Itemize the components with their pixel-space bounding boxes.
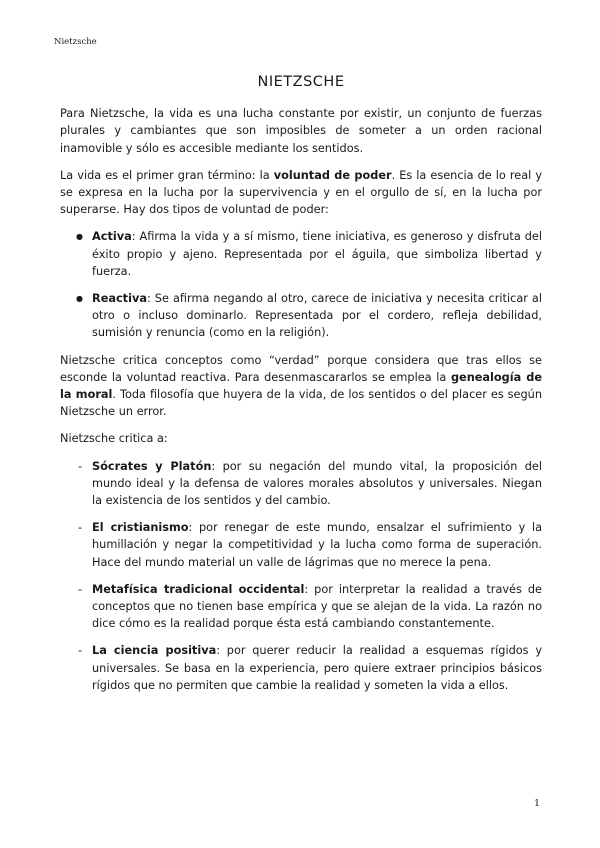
list-item-text: : por su negación del mundo vital, la proposición del mundo ideal y la defensa de valores morales absolutos y universales. Niegan la existencia de los sentidos y del cambio. [92,459,542,508]
paragraph-text: Nietzsche critica conceptos como “verdad” porque considera que tras ellos se esconde la voluntad reactiva. Para desenmascararlos se emplea la [60,353,542,384]
paragraph-critiques-intro: Nietzsche critica a: [60,432,168,446]
list-item-term: Metafísica tradicional occidental [92,582,305,596]
list-item [60,642,542,694]
paragraph-text: La vida es el primer gran término: la [60,168,274,182]
bold-term: voluntad de poder [273,168,392,182]
paragraph-text: . Es la esencia de lo real y se expresa en la lucha por la supervivencia y en el orgullo de sí, en la lucha por superarse. Hay dos tipos de voluntad de poder: [60,168,543,217]
list-item [60,519,542,571]
list-item-text: : por interpretar la realidad a través de conceptos que no tienen base empírica y que se alejan de la vida. La razón no dice cómo es la realidad porque ésta está cambiando constantemente. [92,582,542,631]
list-item-term: Reactiva [92,292,147,306]
list-item-term: La ciencia positiva [92,644,217,658]
list-item-term: Sócrates y Platón [92,459,212,473]
paragraph-intro: Para Nietzsche, la vida es una lucha constante por existir, un conjunto de fuerzas plurales y cambiantes que son imposibles de someter a un orden racional inamovible y sólo es accesible mediante los sentidos. [60,107,542,155]
paragraph-will-to-power [60,167,542,219]
running-header: Nietzsche [54,37,97,47]
list-item-term: El cristianismo [92,521,189,535]
paragraph-genealogy [60,352,542,421]
list-item-text: : por renegar de este mundo, ensalzar el sufrimiento y la humillación y negar la competitividad y la lucha como forma de superación. Hace del mundo material un valle de lágrimas que no merece la pena. [92,521,543,569]
list-item [60,458,542,510]
document-body [60,74,542,704]
list-item-text: : por querer reducir la realidad a esquemas rígidos y universales. Se basa en la experiencia, pero quiere extraer principios básicos rígidos que no permiten que cambie la realidad y someten la vida a ellos. [92,644,543,692]
list-item [60,290,542,342]
paragraph-text: . Toda filosofía que huyera de la vida, de los sentidos o del placer es según Nietzsche un error. [60,388,543,419]
list-item-term: Activa [92,230,132,244]
list-item [60,581,542,633]
will-types-list [60,228,542,341]
page-number: 1 [533,798,540,809]
critiques-list [60,458,542,694]
bold-term: genealogía de la moral [60,370,542,402]
page-title: NIETZSCHE [257,74,345,90]
list-item-text: : Se afirma negando al otro, carece de iniciativa y necesita criticar al otro o incluso dominarlo. Representada por el cordero, refleja debilidad, sumisión y renuncia (como en la religión). [92,292,542,340]
list-item-text: : Afirma la vida y a sí mismo, tiene iniciativa, es generoso y disfruta del éxito propio y ajeno. Representada por el águila, que simboliza libertad y fuerza. [92,230,542,278]
list-item [60,228,542,280]
